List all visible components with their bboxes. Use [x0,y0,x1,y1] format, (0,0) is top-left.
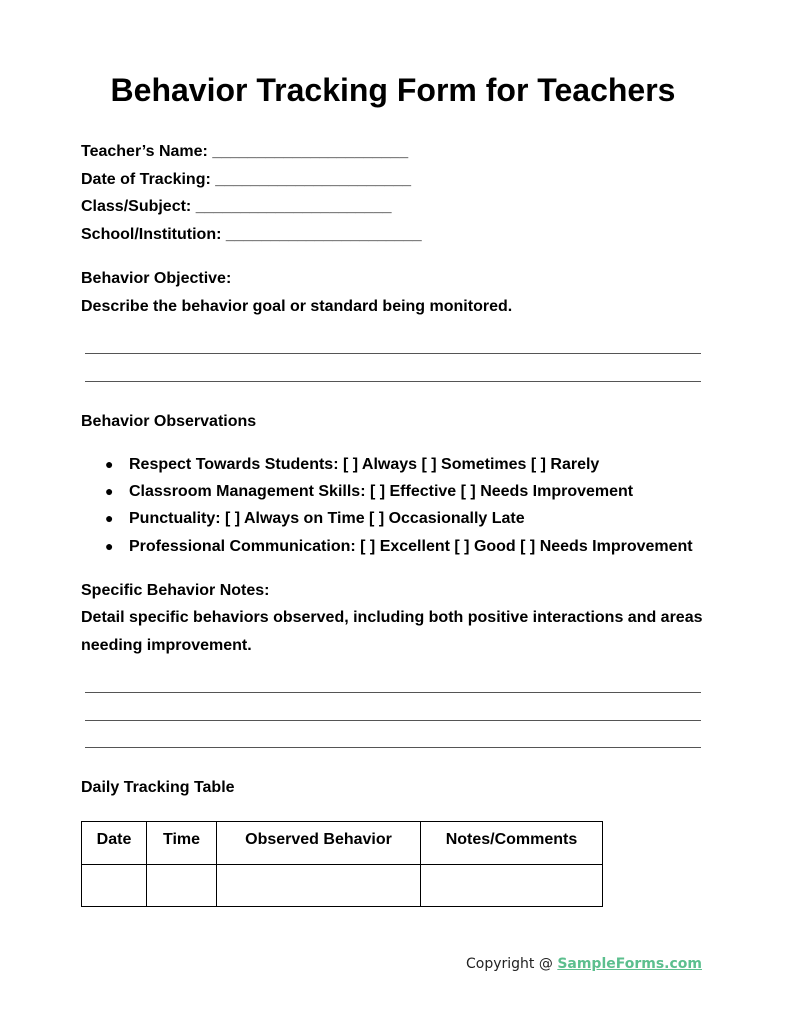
objective-description: Describe the behavior goal or standard being monitored. [81,298,513,315]
field-label: School/Institution: [81,226,222,243]
table-cell[interactable] [217,865,421,907]
field-label: Teacher’s Name: [81,143,208,160]
teacher-name-field[interactable] [81,143,408,161]
table-heading: Daily Tracking Table [81,779,235,796]
bullet-icon: ● [105,538,114,554]
field-blank[interactable]: ______________________ [212,143,409,160]
table-row [82,865,603,907]
table-cell[interactable] [421,865,603,907]
writing-line[interactable] [85,353,701,354]
writing-line[interactable] [85,692,701,693]
observations-heading: Behavior Observations [81,413,257,430]
writing-line[interactable] [85,747,701,748]
notes-heading: Specific Behavior Notes: [81,582,270,599]
bullet-icon: ● [105,510,114,526]
sampleforms-link[interactable]: SampleForms.com [557,956,703,972]
field-label: Class/Subject: [81,198,192,215]
table-header-row [82,822,603,865]
field-blank[interactable]: ______________________ [215,171,412,188]
class-subject-field[interactable] [81,198,391,216]
list-item[interactable]: Professional Communication: [ ] Excellent [ ] Good [ ] Needs Improvement [129,538,693,555]
list-item[interactable]: Respect Towards Students: [ ] Always [ ] Sometimes [ ] Rarely [129,456,600,473]
field-blank[interactable]: ______________________ [195,198,392,215]
copyright [466,956,702,972]
column-header: Time [147,822,217,865]
column-header: Notes/Comments [421,822,603,865]
date-field[interactable] [81,171,411,189]
column-header: Date [82,822,147,865]
objective-heading: Behavior Objective: [81,270,232,287]
table-cell[interactable] [82,865,147,907]
copyright-text: Copyright @ [466,956,558,972]
school-field[interactable] [81,226,422,244]
writing-line[interactable] [85,720,701,721]
list-item[interactable]: Classroom Management Skills: [ ] Effective [ ] Needs Improvement [129,483,634,500]
notes-description: Detail specific behaviors observed, including both positive interactions and areas [81,609,703,626]
field-blank[interactable]: ______________________ [225,226,422,243]
bullet-icon: ● [105,456,114,472]
column-header: Observed Behavior [217,822,421,865]
page-title: Behavior Tracking Form for Teachers [110,72,676,108]
writing-line[interactable] [85,381,701,382]
daily-tracking-table [81,821,603,907]
field-label: Date of Tracking: [81,171,211,188]
notes-description-cont: needing improvement. [81,637,252,654]
table-cell[interactable] [147,865,217,907]
list-item[interactable]: Punctuality: [ ] Always on Time [ ] Occasionally Late [129,510,525,527]
bullet-icon: ● [105,483,114,499]
